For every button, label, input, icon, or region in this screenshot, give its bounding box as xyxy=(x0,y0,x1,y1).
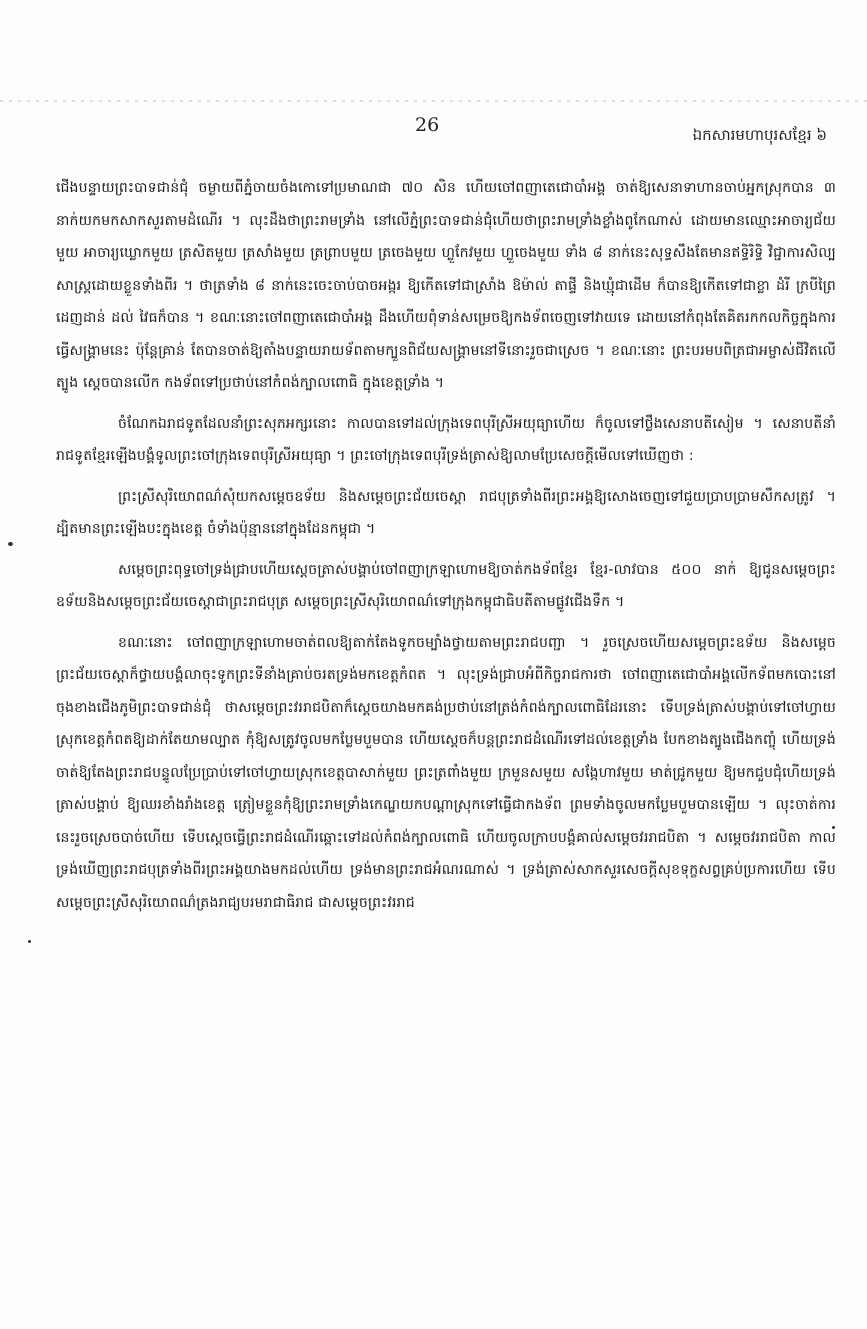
scan-speck xyxy=(28,940,31,943)
page-number: 26 xyxy=(415,114,440,136)
paragraph-5: ខណៈនោះ ចៅពញាក្រឡាហោមចាត់ពលឱ្យតាក់តែងទូកចម្បាំងថ្វាយតាមព្រះរាជបញ្ជា ។ រួចស្រេចហើយសម្ដេចព្រះឧទ័យ និងសម្ដេចព្រះជ័យចេស្ដាក៏ថ្វាយបង្គំលាចុះទូកព្រះទីនាំងគ្រាប់ចរតទ្រង់មកខេត្តកំពត ។ លុះទ្រង់ជ្រាបអំពីកិច្ចរាជការថា ចៅពញាតេជោបាំអង្គលើកទ័ពមកបោះនៅចុងខាងជើងភូមិព្រះបាទជាន់ជុំ ថាសម្ដេចព្រះវររាជបិតាក៏ស្ដេចយាងមកគង់ប្រថាប់នៅត្រង់កំពង់ក្បាលពោធិដែរនោះ ទើបទ្រង់ត្រាស់បង្គាប់ទៅចៅហ្វាយស្រុកខេត្តកំពតឱ្យដាក់តែយាមល្បាត កុំឱ្យសត្រូវចូលមកប្លែមបួមបាន ហើយស្ដេចក៏បន្តព្រះរាជដំណើរទៅដល់ខេត្តទ្រាំង បែកខាងត្បូងជើងកញ្ចុំ ហើយទ្រង់ចាត់ឱ្យតែងព្រះរាជបន្ទូលប្រែប្រាប់ទៅចៅហ្វាយស្រុកខេត្តបាសាក់មួយ ព្រះត្រពាំងមួយ ក្រមួនសមួយ សង្កែហាវមួយ មាត់ជ្រូកមួយ ឱ្យមកជួបជុំហើយទ្រង់ត្រាស់បង្គាប់ ឱ្យឈរខាំងរាំងខេត្ត ត្រៀមខ្លួនកុំឱ្យព្រះរាមទ្រាំងកេណ្ឌយកបណ្ដាស្រុកទៅធ្វើជាកងទ័ព ព្រមទាំងចូលមកប្លែមបួមបានឡើយ ។ លុះចាត់ការនេះរួចស្រេចបាច់ហើយ ទើបស្ដេចធ្វើព្រះរាជដំណើរឆ្ពោះទៅដល់កំពង់ក្បាលពោធិ ហើយចូលក្រាបបង្គំគាល់សម្ដេចវររាជបិតា ។ សម្ដេចវររាជបិតា កាលទ្រង់ឃើញព្រះរាជបុត្រទាំងពីរព្រះអង្គយាងមកដល់ហើយ ទ្រង់មានព្រះរាជអំណរណាស់ ។ ទ្រង់ត្រាស់សាកសួរសេចក្ដីសុខទុក្ខសព្វគ្រប់ប្រការហើយ ទើបសម្ដេចព្រះស្រីសុរិយោពណ៌ត្រងរាជ្យបរមរាជាធិរាជ ជាសម្ដេចព្រះវររាជ xyxy=(56,634,836,911)
scan-speck xyxy=(832,826,835,829)
paragraph-1: ជើងបន្ទាយព្រះបាទជាន់ជុំ ចម្ងាយពីភ្នំចាយចំងកោទៅប្រមាណជា ៧០ សិន ហើយចៅពញាតេជោបាំអង្គ ចាត់ឱ្យសេនាទាហានចាប់អ្នកស្រុកបាន ៣ នាក់យកមកសាកសួរតាមដំណើរ ។ លុះដឹងថាព្រះរាមទ្រាំង នៅលើភ្នំព្រះបាទជាន់ជុំហើយថាព្រះរាមទ្រាំងខ្លាំងពូកែណាស់ ដោយមានឈ្មោះអាចារ្យជ័យមួយ អាចារ្យឃ្លោកមួយ ត្រសិតមួយ ត្រសាំងមួយ ត្រព្រាបមួយ ត្រចេងមួយ ហ្លួកែវមួយ ហ្លួចេងមួយ ទាំង ៨ នាក់នេះសុទ្ធសឹងតែមានឥទ្ធិរិទ្ធិ វិជ្ជាការសិល្បសាស្ត្រដោយខ្លួនទាំងពីរ ។ ថាត្រទាំង ៨ នាក់នេះចេះចាប់បាចអង្ករ ឱ្យកើតទៅជាស្រាំង ឱម៉ាល់ តាផ្ទី និងឃ្មុំជាដើម ក៏បានឱ្យកើតទៅជាខ្លា ដំរី ក្របីព្រៃ ដេញដាន់ ដល់ វៃធក៏បាន ។ ខណៈនោះចៅពញាតេជោបាំអង្គ ដឹងហើយពុំទាន់សម្រេចឱ្យកងទ័ពចេញទៅវាយទេ ដោយនៅកំពុងតែគិតរកកលកិច្ចក្នុងការធ្វើសង្គ្រាមនេះ ប៉ុន្តែគ្រាន់ តែបានចាត់ឱ្យតាំងបន្ទាយរាយទ័ពតាមក្បួនពិជ័យសង្គ្រាមនៅទីនោះរួចជាស្រេច ។ ខណៈនោះ ព្រះបរមបពិត្រជាអម្ចាស់ជីវិតលើត្បូង ស្ដេចបានលើក កងទ័ពទៅប្រថាប់នៅកំពង់ក្បាលពោធិ ក្នុងខេត្តទ្រាំង ។ xyxy=(56,180,836,391)
paragraph-4: សម្ដេចព្រះពុទ្ធចៅទ្រង់ជ្រាបហើយស្ដេចត្រាស់បង្គាប់ចៅពញាក្រឡាហោមឱ្យចាត់កងទ័ពខ្មែរ ខ្មែរ-លាវបាន ៥០០ នាក់ ឱ្យជូនសម្ដេចព្រះឧទ័យនិងសម្ដេចព្រះជ័យចេស្ដាជាព្រះរាជបុត្រ សម្ដេចព្រះស្រីសុរិយោពណ៌ទៅក្រុងកម្ពុជាធិបតីតាមផ្លូវជើងទឹក ។ xyxy=(56,561,836,610)
paragraph-3: ព្រះស្រីសុរិយោពណ៌សុំយកសម្ដេចឧទ័យ និងសម្ដេចព្រះជ័យចេស្ដា រាជបុត្រទាំងពីរព្រះអង្គឱ្យសោងចេញទៅជួយប្រាបប្រាមសឹកសត្រូវ ។ ដ្បិតមានព្រះឡើងបះក្នុងខេត្ត ចំទាំងប៉ុន្មាននៅក្នុងដែនកម្ពុជា ។ xyxy=(56,488,836,537)
running-title: ឯកសារមហាបុរសខ្មែរ ៦ xyxy=(692,126,827,144)
body-text xyxy=(56,172,836,927)
paragraph-2: ចំណែកឯរាជទូតដែលនាំព្រះសុភអក្សរនោះ កាលបានទៅដល់ក្រុងទេពបុរីស្រីអយុធ្យាហើយ ក៏ចូលទៅថ្លឹងសេនាបតីសៀម ។ សេនាបតីនាំរាជទូតខ្មែរឡើងបង្គំទូលព្រះចៅក្រុងទេពបុរីស្រីអយុធ្យា ។ ព្រះចៅក្រុងទេពបុរីទ្រង់ត្រាស់ឱ្យលាមប្រែសេចក្ដីមើលទៅឃើញថា : xyxy=(56,415,836,464)
scan-artifact-line xyxy=(0,100,867,102)
scan-speck xyxy=(8,542,13,546)
